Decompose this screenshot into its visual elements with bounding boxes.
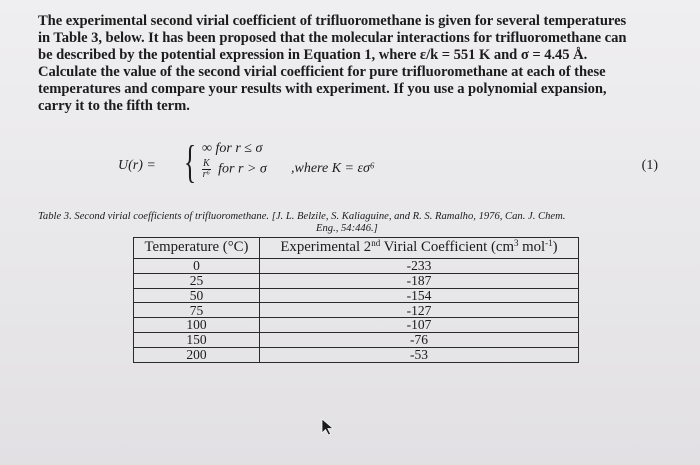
header-coeff-part: Experimental 2 <box>280 239 372 256</box>
virial-coefficient-table <box>133 237 579 363</box>
equation-case-1: ∞ for r ≤ σ <box>202 141 263 156</box>
equation-brace: { <box>184 136 197 187</box>
problem-line: The experimental second virial coefficient of trifluoromethane is given for several temperatures <box>38 13 627 29</box>
table-header-row <box>134 238 579 259</box>
problem-line: in Table 3, below. It has been proposed that the molecular interactions for trifluoromethane can <box>38 30 627 47</box>
temperature-cell: 200 <box>134 347 260 362</box>
table-row <box>134 318 579 333</box>
temperature-cell: 25 <box>134 273 260 288</box>
caption-line: Table 3. Second virial coefficients of trifluoromethane. [J. L. Belzile, S. Kaliaguine, and R. S. Ramalho, 1976, Can. J. Chem. <box>38 211 566 222</box>
mouse-pointer-icon <box>321 418 335 436</box>
problem-statement <box>38 13 678 116</box>
coefficient-cell: -53 <box>260 347 579 362</box>
temperature-cell: 50 <box>134 288 260 303</box>
caption-line: Eng., 54:446.] <box>316 223 378 234</box>
header-coeff-superscript: nd <box>371 238 381 249</box>
equation-where-clause: ,where K = εσ⁶ <box>291 161 375 176</box>
fraction-denominator: r⁶ <box>202 169 211 180</box>
header-coeff-part: mol <box>518 239 546 256</box>
table-row <box>134 288 579 303</box>
temperature-cell: 150 <box>134 332 260 347</box>
potential-equation <box>118 138 678 194</box>
coefficient-cell: -107 <box>260 318 579 333</box>
equation-lhs: U(r) = <box>118 158 156 173</box>
table-row <box>134 332 579 347</box>
temperature-cell: 0 <box>134 259 260 274</box>
equation-fraction <box>202 159 211 180</box>
problem-line: temperatures and compare your results with experiment. If you use a polynomial expansion, <box>38 81 607 98</box>
coefficient-cell: -76 <box>260 332 579 347</box>
header-coeff-superscript: -1 <box>545 238 553 249</box>
problem-line: Calculate the value of the second virial coefficient for pure trifluoromethane at each of these <box>38 64 606 81</box>
coefficient-cell: -127 <box>260 303 579 318</box>
table-row <box>134 303 579 318</box>
table-row <box>134 347 579 362</box>
problem-line: be described by the potential expression in Equation 1, where ε/k = 551 K and σ = 4.45 Å. <box>38 47 588 64</box>
table-row <box>134 273 579 288</box>
header-virial-coefficient <box>260 238 579 259</box>
coefficient-cell: -233 <box>260 259 579 274</box>
header-coeff-superscript: 3 <box>513 238 519 249</box>
coefficient-cell: -154 <box>260 288 579 303</box>
temperature-cell: 100 <box>134 318 260 333</box>
header-coeff-part: ) <box>552 239 558 256</box>
header-temperature: Temperature (°C) <box>134 238 260 259</box>
header-coeff-part: Virial Coefficient (cm <box>380 239 514 256</box>
equation-number: (1) <box>641 158 658 173</box>
problem-line: carry it to the fifth term. <box>38 98 190 115</box>
table-row <box>134 259 579 274</box>
table-caption <box>38 211 668 235</box>
temperature-cell: 75 <box>134 303 260 318</box>
equation-case-2-condition: for r > σ <box>218 161 267 177</box>
fraction-numerator: K <box>203 158 210 169</box>
equation-case-2 <box>202 159 267 180</box>
coefficient-cell: -187 <box>260 273 579 288</box>
